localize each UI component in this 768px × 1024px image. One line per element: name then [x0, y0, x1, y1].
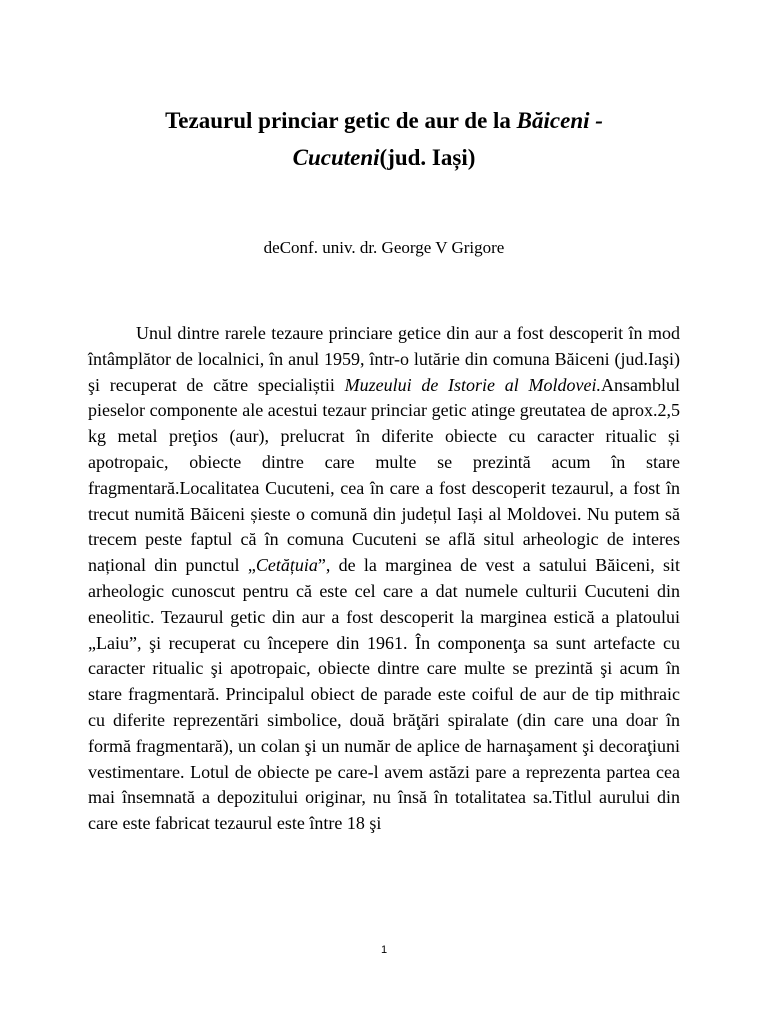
- paragraph-segment-1: Unul dintre rarele tezaure princiare getice din aur a fost descoperit în mod întâmplător de localnici, în anul 1959, într-o lutărie din comuna Băiceni (jud.Iaşi) şi recuperat de către specialiștii: [88, 323, 680, 395]
- paragraph-segment-2: Ansamblul pieselor componente ale acestui tezaur princiar getic atinge greutatea de aprox.2,5 kg metal preţios (aur), prelucrat în diferite obiecte cu caracter ritualic și apotropaic, obiecte dintre care multe se prezintă acum în stare fragmentară.Localitatea Cucuteni, cea în care a fost descoperit tezaurul, a fost în trecut numită Băiceni șieste o comună din județul Iași al Moldovei. Nu putem să trecem peste faptul că în comuna Cucuteni se află situl arheologic de interes național din punctul „: [88, 374, 681, 576]
- title-part-2: (jud. Iași): [379, 145, 476, 170]
- title-part-1: Tezaurul princiar getic de aur de la: [165, 108, 517, 133]
- title-italic-baiceni: Băiceni -: [516, 108, 603, 133]
- paragraph-italic-museum: Muzeului de Istorie al Moldovei.: [344, 374, 602, 395]
- title-italic-cucuteni: Cucuteni: [292, 145, 380, 170]
- body-paragraph: [88, 321, 680, 837]
- document-title: [88, 102, 680, 176]
- paragraph-italic-cetatuia: Cetățuia: [255, 555, 318, 576]
- author-line: deConf. univ. dr. George V Grigore: [263, 238, 505, 257]
- paragraph-segment-3: ”, de la marginea de vest a satului Băiceni, sit arheologic cunoscut pentru că este cel care a dat numele culturii Cucuteni din eneolitic. Tezaurul getic din aur a fost descoperit la marginea estică a platoului „Laiu”, şi recuperat cu începere din 1961. În componenţa sa sunt artefacte cu caracter ritualic şi apotropaic, obiecte dintre care multe se prezintă şi acum în stare fragmentară. Principalul obiect de parade este coiful de aur de tip mithraic cu diferite reprezentări simbolice, două brăţări spiralate (din care una doar în formă fragmentară), un colan şi un număr de aplice de harnaşament şi decoraţiuni vestimentare. Lotul de obiecte pe care-l avem astăzi pare a reprezenta partea cea mai însemnată a depozitului originar, nu însă în totalitatea sa.Titlul aurului din care este fabricat tezaurul este între 18 şi: [88, 555, 681, 834]
- page-number: 1: [380, 944, 388, 956]
